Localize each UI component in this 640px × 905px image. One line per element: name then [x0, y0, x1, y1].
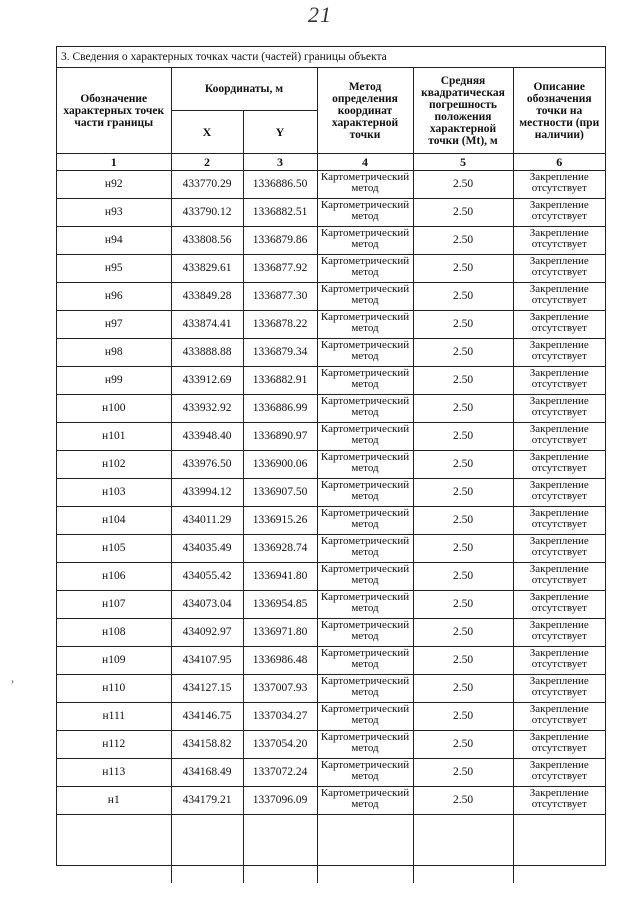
cell-y: 1336900.06 [243, 451, 317, 479]
cell-x: 433932.92 [171, 395, 243, 423]
cell-point: н98 [57, 339, 171, 367]
table-row [57, 787, 605, 815]
cell-x: 433849.28 [171, 283, 243, 311]
cell-y: 1337007.93 [243, 675, 317, 703]
table-row [57, 255, 605, 283]
cell-method: Картометрический метод [317, 759, 413, 787]
cell-y: 1336928.74 [243, 535, 317, 563]
cell-method: Картометрический метод [317, 367, 413, 395]
cell-x: 433948.40 [171, 423, 243, 451]
cell-description: Закрепление отсутствует [513, 367, 605, 395]
empty-cell [57, 815, 171, 884]
cell-method: Картометрический метод [317, 339, 413, 367]
cell-y: 1336915.26 [243, 507, 317, 535]
cell-point: н110 [57, 675, 171, 703]
cell-method: Картометрический метод [317, 535, 413, 563]
table-row [57, 171, 605, 199]
cell-description: Закрепление отсутствует [513, 591, 605, 619]
cell-method: Картометрический метод [317, 479, 413, 507]
cell-point: н102 [57, 451, 171, 479]
cell-error: 2.50 [413, 339, 513, 367]
cell-description: Закрепление отсутствует [513, 703, 605, 731]
cell-error: 2.50 [413, 759, 513, 787]
cell-y: 1336971.80 [243, 619, 317, 647]
table-row [57, 199, 605, 227]
table-row [57, 591, 605, 619]
cell-description: Закрепление отсутствует [513, 395, 605, 423]
cell-x: 434073.04 [171, 591, 243, 619]
cell-description: Закрепление отсутствует [513, 339, 605, 367]
cell-point: н107 [57, 591, 171, 619]
cell-x: 434158.82 [171, 731, 243, 759]
cell-y: 1336907.50 [243, 479, 317, 507]
cell-error: 2.50 [413, 423, 513, 451]
cell-method: Картометрический метод [317, 255, 413, 283]
cell-error: 2.50 [413, 367, 513, 395]
cell-point: н104 [57, 507, 171, 535]
cell-description: Закрепление отсутствует [513, 731, 605, 759]
table-row [57, 563, 605, 591]
cell-x: 433808.56 [171, 227, 243, 255]
empty-cell [317, 815, 413, 884]
cell-x: 433912.69 [171, 367, 243, 395]
cell-x: 434127.15 [171, 675, 243, 703]
cell-error: 2.50 [413, 227, 513, 255]
cell-error: 2.50 [413, 591, 513, 619]
cell-method: Картометрический метод [317, 731, 413, 759]
cell-y: 1336879.34 [243, 339, 317, 367]
cell-point: н111 [57, 703, 171, 731]
table-row [57, 535, 605, 563]
cell-y: 1336878.22 [243, 311, 317, 339]
cell-x: 434107.95 [171, 647, 243, 675]
cell-method: Картометрический метод [317, 647, 413, 675]
cell-x: 434011.29 [171, 507, 243, 535]
cell-method: Картометрический метод [317, 451, 413, 479]
cell-point: н109 [57, 647, 171, 675]
cell-point: н112 [57, 731, 171, 759]
cell-description: Закрепление отсутствует [513, 451, 605, 479]
cell-method: Картометрический метод [317, 703, 413, 731]
table-row [57, 619, 605, 647]
cell-description: Закрепление отсутствует [513, 283, 605, 311]
cell-method: Картометрический метод [317, 675, 413, 703]
cell-error: 2.50 [413, 787, 513, 815]
cell-method: Картометрический метод [317, 395, 413, 423]
table-row [57, 507, 605, 535]
empty-cell [171, 815, 243, 884]
cell-point: н103 [57, 479, 171, 507]
cell-description: Закрепление отсутствует [513, 535, 605, 563]
header-coordinates: Координаты, м [171, 68, 317, 111]
cell-point: н99 [57, 367, 171, 395]
cell-error: 2.50 [413, 451, 513, 479]
cell-point: н97 [57, 311, 171, 339]
cell-method: Картометрический метод [317, 507, 413, 535]
table-row [57, 479, 605, 507]
cell-point: н105 [57, 535, 171, 563]
cell-x: 433790.12 [171, 199, 243, 227]
cell-y: 1336879.86 [243, 227, 317, 255]
cell-point: н95 [57, 255, 171, 283]
cell-y: 1336882.51 [243, 199, 317, 227]
cell-error: 2.50 [413, 619, 513, 647]
table-body [57, 171, 605, 884]
cell-error: 2.50 [413, 731, 513, 759]
cell-error: 2.50 [413, 507, 513, 535]
section-title: 3. Сведения о характерных точках части (частей) границы объекта [57, 47, 605, 68]
table-row [57, 283, 605, 311]
cell-x: 433829.61 [171, 255, 243, 283]
table-row-empty [57, 815, 605, 884]
table-row [57, 759, 605, 787]
table-row [57, 703, 605, 731]
table-row [57, 227, 605, 255]
cell-description: Закрепление отсутствует [513, 199, 605, 227]
cell-point: н100 [57, 395, 171, 423]
cell-x: 434092.97 [171, 619, 243, 647]
table-row [57, 367, 605, 395]
cell-x: 434035.49 [171, 535, 243, 563]
cell-error: 2.50 [413, 199, 513, 227]
cell-y: 1337096.09 [243, 787, 317, 815]
empty-cell [513, 815, 605, 884]
cell-y: 1336986.48 [243, 647, 317, 675]
header-description: Описание обозначения точки на местности (при наличии) [513, 68, 605, 154]
cell-x: 434146.75 [171, 703, 243, 731]
cell-method: Картометрический метод [317, 283, 413, 311]
cell-method: Картометрический метод [317, 619, 413, 647]
cell-point: н101 [57, 423, 171, 451]
header-row [57, 68, 605, 111]
page-number: 21 [308, 2, 332, 27]
column-number: 5 [413, 154, 513, 171]
cell-description: Закрепление отсутствует [513, 675, 605, 703]
cell-error: 2.50 [413, 171, 513, 199]
cell-y: 1337072.24 [243, 759, 317, 787]
document-frame [56, 46, 606, 866]
cell-error: 2.50 [413, 255, 513, 283]
cell-error: 2.50 [413, 703, 513, 731]
cell-description: Закрепление отсутствует [513, 227, 605, 255]
cell-point: н108 [57, 619, 171, 647]
cell-x: 434168.49 [171, 759, 243, 787]
cell-error: 2.50 [413, 479, 513, 507]
cell-description: Закрепление отсутствует [513, 479, 605, 507]
header-y: Y [243, 111, 317, 154]
cell-y: 1336890.97 [243, 423, 317, 451]
empty-cell [413, 815, 513, 884]
cell-y: 1336941.80 [243, 563, 317, 591]
column-number: 2 [171, 154, 243, 171]
cell-method: Картометрический метод [317, 591, 413, 619]
table-row [57, 731, 605, 759]
cell-y: 1337054.20 [243, 731, 317, 759]
cell-x: 434055.42 [171, 563, 243, 591]
cell-y: 1336877.30 [243, 283, 317, 311]
points-table [57, 68, 605, 883]
cell-method: Картометрический метод [317, 227, 413, 255]
cell-error: 2.50 [413, 311, 513, 339]
table-row [57, 423, 605, 451]
header-x: X [171, 111, 243, 154]
cell-y: 1336886.99 [243, 395, 317, 423]
cell-description: Закрепление отсутствует [513, 647, 605, 675]
cell-point: н94 [57, 227, 171, 255]
cell-method: Картометрический метод [317, 423, 413, 451]
cell-y: 1337034.27 [243, 703, 317, 731]
column-number: 3 [243, 154, 317, 171]
column-number: 6 [513, 154, 605, 171]
empty-cell [243, 815, 317, 884]
cell-error: 2.50 [413, 395, 513, 423]
cell-error: 2.50 [413, 535, 513, 563]
cell-description: Закрепление отсутствует [513, 423, 605, 451]
table-row [57, 395, 605, 423]
cell-x: 433888.88 [171, 339, 243, 367]
table-row [57, 339, 605, 367]
cell-description: Закрепление отсутствует [513, 311, 605, 339]
cell-point: н93 [57, 199, 171, 227]
header-point: Обозначение характерных точек части границы [57, 68, 171, 154]
table-row [57, 451, 605, 479]
cell-method: Картометрический метод [317, 787, 413, 815]
cell-method: Картометрический метод [317, 563, 413, 591]
header-error: Средняя квадратическая погрешность положения характерной точки (Mt), м [413, 68, 513, 154]
column-number: 1 [57, 154, 171, 171]
cell-description: Закрепление отсутствует [513, 759, 605, 787]
cell-point: н1 [57, 787, 171, 815]
cell-error: 2.50 [413, 675, 513, 703]
cell-description: Закрепление отсутствует [513, 619, 605, 647]
cell-error: 2.50 [413, 647, 513, 675]
cell-x: 433874.41 [171, 311, 243, 339]
cell-description: Закрепление отсутствует [513, 563, 605, 591]
cell-description: Закрепление отсутствует [513, 255, 605, 283]
cell-y: 1336954.85 [243, 591, 317, 619]
cell-y: 1336877.92 [243, 255, 317, 283]
cell-description: Закрепление отсутствует [513, 171, 605, 199]
cell-method: Картометрический метод [317, 311, 413, 339]
cell-x: 433994.12 [171, 479, 243, 507]
cell-error: 2.50 [413, 283, 513, 311]
cell-point: н113 [57, 759, 171, 787]
cell-x: 433770.29 [171, 171, 243, 199]
table-row [57, 675, 605, 703]
cell-y: 1336886.50 [243, 171, 317, 199]
margin-mark: › [11, 676, 14, 686]
cell-point: н106 [57, 563, 171, 591]
cell-description: Закрепление отсутствует [513, 787, 605, 815]
cell-description: Закрепление отсутствует [513, 507, 605, 535]
table-row [57, 647, 605, 675]
cell-point: н96 [57, 283, 171, 311]
cell-x: 434179.21 [171, 787, 243, 815]
table-row [57, 311, 605, 339]
cell-error: 2.50 [413, 563, 513, 591]
cell-x: 433976.50 [171, 451, 243, 479]
cell-method: Картометрический метод [317, 171, 413, 199]
header-method: Метод определения координат характерной точки [317, 68, 413, 154]
cell-y: 1336882.91 [243, 367, 317, 395]
cell-point: н92 [57, 171, 171, 199]
cell-method: Картометрический метод [317, 199, 413, 227]
column-number-row [57, 154, 605, 171]
column-number: 4 [317, 154, 413, 171]
